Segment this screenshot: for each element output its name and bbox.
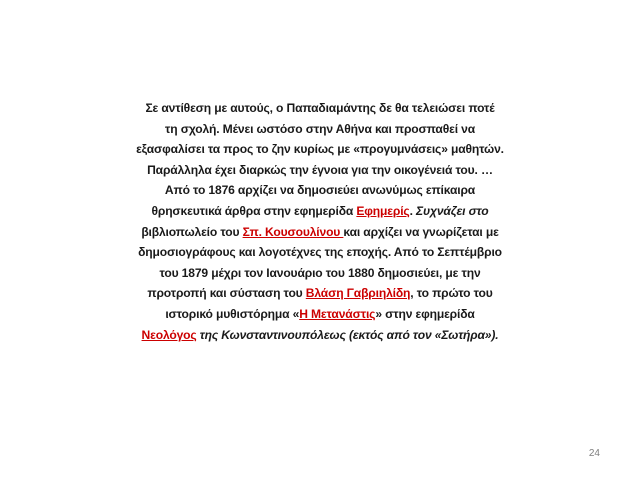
text-segment: θρησκευτικά άρθρα στην εφημερίδα xyxy=(151,203,357,218)
text-line xyxy=(100,263,540,284)
text-segment: Σε αντίθεση με αυτούς, ο Παπαδιαμάντης δε θα τελειώσει ποτέ xyxy=(145,101,495,115)
text-segment: εξασφαλίσει τα προς το ζην κυρίως με «προγυμνάσεις» μαθητών. xyxy=(136,142,504,157)
text-segment: » στην εφημερίδα xyxy=(375,306,475,321)
text-segment: προτροπή και σύσταση του xyxy=(147,286,306,301)
text-segment: δημοσιογράφους και λογοτέχνες της εποχής. Από το Σεπτέμβριο xyxy=(138,245,502,260)
text-line xyxy=(100,119,540,140)
text-link[interactable]: Βλάση Γαβριηλίδη xyxy=(305,286,411,301)
text-segment: , το πρώτο του xyxy=(410,286,493,301)
text-segment: και αρχίζει να γνωρίζεται με xyxy=(343,224,499,239)
text-segment: τη σχολή. Μένει ωστόσο στην Αθήνα και προσπαθεί να xyxy=(165,121,475,136)
page-number: 24 xyxy=(588,448,600,459)
italic-text: της Κωνσταντινουπόλεως (εκτός από τον «Σωτήρα»). xyxy=(199,327,499,342)
text-link[interactable]: Σπ. Κουσουλίνου xyxy=(242,224,344,239)
text-line xyxy=(100,160,540,181)
text-segment: βιβλιοπωλείο του xyxy=(141,224,243,239)
italic-text: Συχνάζει στο xyxy=(416,203,489,218)
text-line xyxy=(100,98,540,119)
text-segment: Από το 1876 αρχίζει να δημοσιεύει ανωνύμως επίκαιρα xyxy=(164,183,476,198)
text-segment: ιστορικό μυθιστόρημα « xyxy=(165,306,300,321)
text-segment: του 1879 μέχρι τον Ιανουάριο του 1880 δημοσιεύει, με την xyxy=(159,265,481,280)
text-line xyxy=(100,180,540,201)
text-link[interactable]: Η Μετανάστις xyxy=(299,306,376,321)
text-line xyxy=(100,283,540,304)
text-line xyxy=(100,304,540,325)
text-line xyxy=(100,139,540,160)
text-link[interactable]: Νεολόγος xyxy=(141,327,197,342)
text-line xyxy=(100,325,540,346)
text-segment: . xyxy=(409,203,416,218)
text-line xyxy=(100,242,540,263)
body-text xyxy=(100,98,540,345)
text-line xyxy=(100,201,540,222)
text-segment: Παράλληλα έχει διαρκώς την έγνοια για την οικογένειά του. … xyxy=(147,162,493,177)
text-link[interactable]: Εφημερίς xyxy=(356,203,410,218)
text-line xyxy=(100,222,540,243)
